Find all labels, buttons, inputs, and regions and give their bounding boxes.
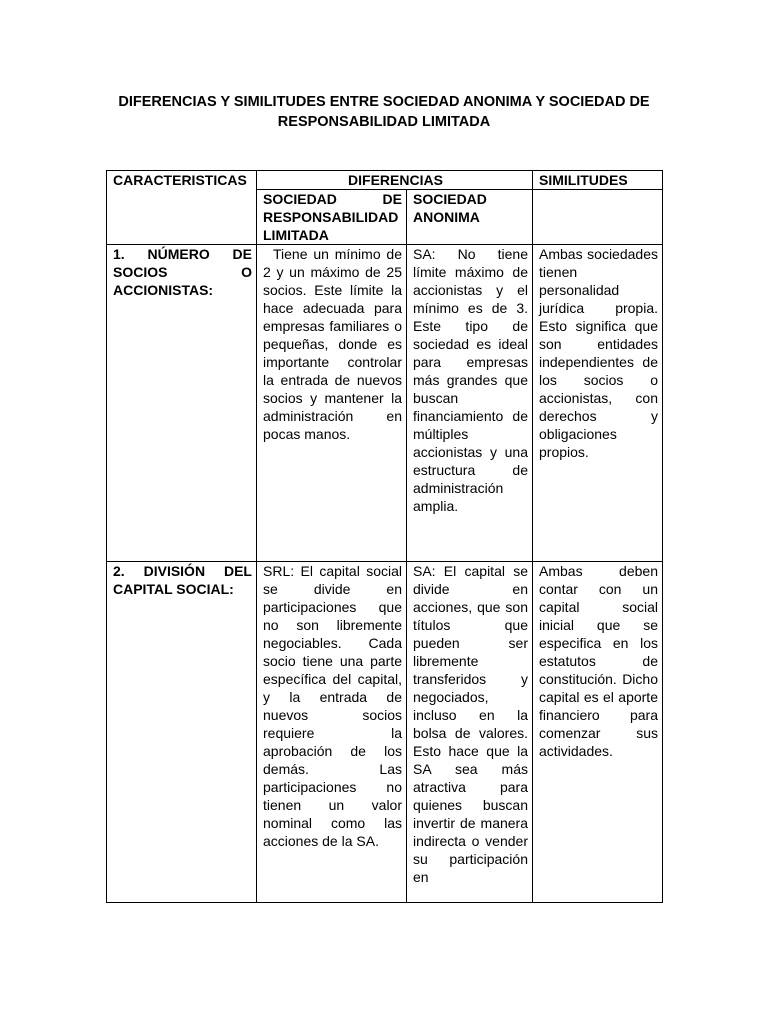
title-line-2: RESPONSABILIDAD LIMITADA	[277, 114, 491, 130]
subheader-sa: SOCIEDAD ANONIMA	[407, 190, 533, 245]
header-diferencias: DIFERENCIAS	[257, 171, 533, 190]
row-2-sa: SA: El capital se divide en acciones, que son títulos que pueden ser libremente transferidos y negociados, incluso en la bolsa de valores. Esto hace que la SA sea más atractiva para quienes buscan invertir de manera indirecta o vender su participación en	[407, 562, 533, 903]
table-row	[107, 245, 663, 562]
row-1-sa: SA: No tiene límite máximo de accionistas y el mínimo es de 3. Este tipo de sociedad es ideal para empresas más grandes que buscan financiamiento de múltiples accionistas y una estructura de administración amplia.	[407, 245, 533, 562]
table-row	[107, 562, 663, 903]
row-2-similitud: Ambas deben contar con un capital social inicial que se especifica en los estatutos de constitución. Dicho capital es el aporte financiero para comenzar sus actividades.	[533, 562, 663, 903]
subheader-similitudes-empty	[533, 190, 663, 245]
row-2-caracteristica: 2. DIVISIÓN DEL CAPITAL SOCIAL:	[107, 562, 257, 903]
row-1-srl: Tiene un mínimo de 2 y un máximo de 25 socios. Este límite la hace adecuada para empresas familiares o pequeñas, donde es importante controlar la entrada de nuevos socios y mantener la administración en pocas manos.	[257, 245, 407, 562]
comparison-table	[106, 170, 663, 903]
table-header-row	[107, 171, 663, 190]
row-1-similitud: Ambas sociedades tienen personalidad jurídica propia. Esto significa que son entidades independientes de los socios o accionistas, con derechos y obligaciones propios.	[533, 245, 663, 562]
title-line-1: DIFERENCIAS Y SIMILITUDES ENTRE SOCIEDAD ANONIMA Y SOCIEDAD DE	[118, 94, 650, 110]
header-similitudes: SIMILITUDES	[533, 171, 663, 190]
document-title	[96, 92, 672, 132]
row-1-caracteristica: 1. NÚMERO DE SOCIOS O ACCIONISTAS:	[107, 245, 257, 562]
header-caracteristicas: CARACTERISTICAS	[107, 171, 257, 245]
subheader-srl: SOCIEDAD DE RESPONSABILIDAD LIMITADA	[257, 190, 407, 245]
row-2-srl: SRL: El capital social se divide en participaciones que no son libremente negociables. Cada socio tiene una parte específica del capital, y la entrada de nuevos socios requiere la aprobación de los demás. Las participaciones no tienen un valor nominal como las acciones de la SA.	[257, 562, 407, 903]
